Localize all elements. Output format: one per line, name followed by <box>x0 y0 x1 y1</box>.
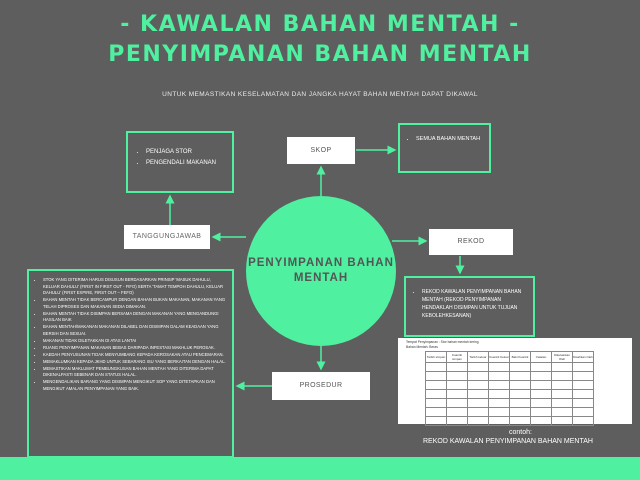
column-header: Kuantiti simpan <box>447 352 468 363</box>
tanggungjawab-item: • PENJAGA STOR <box>146 147 224 158</box>
prosedur-item: • STOK YANG DITERIMA HARUS DISUSUN BERDASARKAN PRINSIP 'MASUK DAHULU, KELUAR DAHULU' (FIRST IN FIRST OUT - FIFO) SERTA 'TAMAT TEMPOH DAHULU, KELUAR DAHULU' (FIRST EXPIRE, FIRST OUT – FEFO) <box>43 277 228 297</box>
tanggungjawab-item: • PENGENDALI MAKANAN <box>146 158 224 169</box>
prosedur-item: • KAEDAH PENYUSUNAN TIDAK MENYUMBANG KEPADA KEROSAKAN ATAU PENCEMARAN. <box>43 352 228 359</box>
table-header-row <box>426 352 594 363</box>
subtitle: UNTUK MEMASTIKAN KESELAMATAN DAN JANGKA HAYAT BAHAN MENTAH DAPAT DIKAWAL <box>162 91 478 98</box>
caption-record-name: REKOD KAWALAN PENYIMPANAN BAHAN MENTAH <box>423 438 593 445</box>
prosedur-item: • BAHAN MENTAH TIDAK BERCAMPUR DENGAN BAHAN BUKAN MAKANAN, MAKANAN YANG TELAH DIPROSES DAN MAKANAN SEDIA DIMAKAN. <box>43 297 228 310</box>
caption-example: contoh: <box>509 429 532 436</box>
sample-form-table <box>425 351 594 426</box>
rekod-item: • REKOD KAWALAN PENYIMPANAN BAHAN MENTAH (REKOD PENYIMPANAN HENDAKLAH DISIMPAN UNTUK TUJUAN KEBOLEHKESANAN) <box>422 288 527 320</box>
column-header: Disahkan Oleh <box>573 352 594 363</box>
prosedur-item: • BAHAN MENTAH TIDAK DISIMPAN BERSAMA DENGAN MAKANAN YANG MENGANDUNGI HASILAN BAIK <box>43 311 228 324</box>
column-header: Tarikh simpan <box>426 352 447 363</box>
sample-record-form <box>398 338 632 424</box>
table-row <box>426 390 594 399</box>
bottom-accent-bar <box>0 457 640 480</box>
prosedur-node: PROSEDUR <box>272 372 370 400</box>
sample-form-header-line: Bahan Mentah: Beras <box>406 344 438 349</box>
prosedur-item: • MENGENDALIKAN BARANG YANG DISIMPAN MENGIKUT SOP YANG DITETAPKAN DAN MENGIKUT AMALAN PENYIMPANAN YANG BAIK. <box>43 379 228 392</box>
table-row <box>426 363 594 372</box>
prosedur-item: • MEMASTIKAN MAKLUMAT PEMBUNGKUSAN BAHAN MENTAH YANG DITERIMA DAPAT DIKENALPASTI SEBENAR DAN STATUS HALAL. <box>43 366 228 379</box>
title-line-2: PENYIMPANAN BAHAN MENTAH <box>108 42 532 67</box>
rekod-details-box <box>404 276 535 337</box>
title-line-1: - KAWALAN BAHAN MENTAH - <box>120 12 520 37</box>
center-topic-label: PENYIMPANAN BAHAN MENTAH <box>248 257 394 284</box>
center-topic-circle <box>246 196 396 346</box>
table-row <box>426 381 594 390</box>
skop-item: • SEMUA BAHAN MENTAH <box>416 134 483 144</box>
sample-form-header <box>406 340 479 349</box>
column-header: Baki Kuantiti <box>510 352 531 363</box>
column-header: Catatan <box>531 352 552 363</box>
prosedur-item: • MEMAKLUMKAN KEPADA JKHD UNTUK SEBARANG ISU YANG BERKAITAN DENGAN HALAL. <box>43 359 228 366</box>
skop-details-box <box>398 123 491 173</box>
skop-node: SKOP <box>287 137 355 164</box>
rekod-node: REKOD <box>429 229 513 255</box>
prosedur-item: • RUANG PENYIMPANAN MAKANAN BEBAS DARIPADA INFESTASI MAKHLUK PEROSAK. <box>43 345 228 352</box>
tanggungjawab-node: TANGGUNGJAWAB <box>124 225 210 249</box>
tanggungjawab-details-box <box>126 131 234 193</box>
table-row <box>426 372 594 381</box>
column-header: Dikeluarkan Oleh <box>552 352 573 363</box>
table-row <box>426 408 594 417</box>
table-row <box>426 399 594 408</box>
prosedur-item: • MAKANAN TIDAK DILETAKKAN DI ATAS LANTAI <box>43 338 228 345</box>
column-header: Kuantiti Keluar <box>489 352 510 363</box>
table-row <box>426 417 594 426</box>
prosedur-item: • BAHAN MENTAH/MAKANAN MAKANAN DILABEL DAN DISIMPAN DALAM KEADAAN YANG BERSIH DAN SESUAI. <box>43 324 228 337</box>
column-header: Tarikh keluar <box>468 352 489 363</box>
sample-form-header-line: Tempat Penyimpanan : Stor bahan mentah kering <box>406 340 479 344</box>
prosedur-details-box <box>27 269 234 458</box>
